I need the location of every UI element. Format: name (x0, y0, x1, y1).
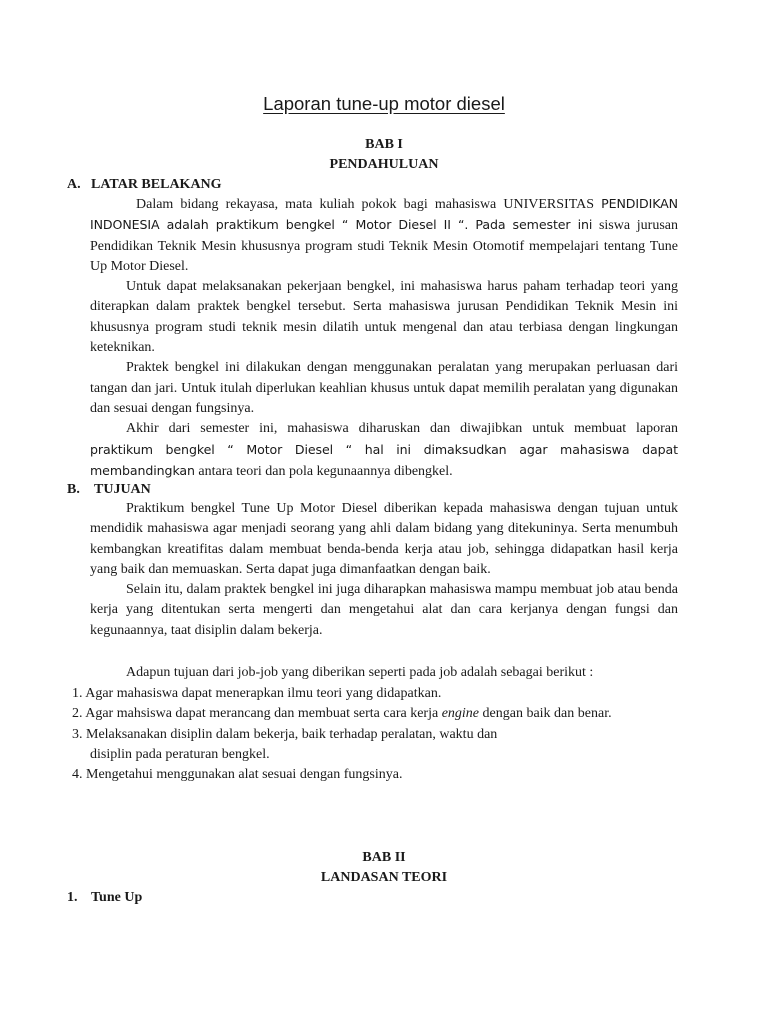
section-a-title: LATAR BELAKANG (91, 177, 222, 192)
goal-item-1: 1. Agar mahasiswa dapat menerapkan ilmu teori yang didapatkan. (72, 686, 442, 701)
goal-item-2 (72, 704, 682, 724)
paragraph-a1-part2: PENDIDIKAN INDONESIA adalah praktikum bengkel “ Motor Diesel II “. Pada semester ini (90, 196, 678, 233)
goal-item-2-text: 2. Agar mahsiswa dapat merancang dan membuat serta cara kerja (72, 706, 442, 722)
paragraph-b1: Praktikum bengkel Tune Up Motor Diesel diberikan kepada mahasiswa dengan tujuan untuk mendidik mahasiswa agar menjadi seorang yang ahli dalam bidang yang ditekuninya. Serta menumbuh kembangkan kreatifitas dalam membuat benda-benda kerja atau job, sehingga didapatkan hasil kerja yang baik dan memuaskan. Serta dapat juga dimanfaatkan dengan baik. (90, 501, 678, 577)
paragraph-a4-part1: Akhir dari semester ini, mahasiswa diharuskan dan diwajibkan untuk membuat laporan (126, 421, 678, 437)
chapter-2-title: LANDASAN TEORI (320, 870, 448, 885)
goal-item-2-emphasis: engine (441, 706, 480, 722)
goals-intro: Adapun tujuan dari job-job yang diberikan seperti pada job adalah sebagai berikut : (126, 665, 594, 680)
section-a-body (90, 194, 678, 482)
goal-item-2-text-end: dengan baik dan benar. (479, 706, 612, 722)
paragraph-a3: Praktek bengkel ini dilakukan dengan menggunakan peralatan yang merupakan perluasan dari tangan dan jari. Untuk itulah diperlukan keahlian khusus untuk dapat memilih peralatan yang digunakan dan sesuai dengan fungsinya. (90, 360, 678, 416)
chapter-2-label: BAB II (362, 850, 406, 865)
paragraph-a4-part2: praktikum bengkel “ Motor Diesel “ hal ini dimaksudkan agar mahasiswa dapat membandingkan (90, 441, 678, 478)
paragraph-b2: Selain itu, dalam praktek bengkel ini juga diharapkan mahasiswa mampu membuat job atau benda kerja yang ditentukan serta mengerti dan mengetahui alat dan cara kerjanya dengan fungsi dan kegunaannya, taat disiplin dalam bekerja. (90, 582, 678, 638)
goal-item-3: 3. Melaksanakan disiplin dalam bekerja, baik terhadap peralatan, waktu dan (72, 726, 498, 742)
goal-item-3-continued: disiplin pada peraturan bengkel. (90, 746, 270, 762)
paragraph-a4-part3: antara teori dan pola kegunaannya dibengkel. (194, 463, 453, 479)
paragraph-a1 (90, 194, 678, 277)
section-a-heading (67, 177, 222, 193)
paragraph-a4 (90, 419, 678, 482)
paragraph-a1-part3: siswa jurusan Pendidikan Teknik Mesin khususnya program studi Teknik Mesin Otomotif mempelajari tentang Tune Up Motor Diesel. (90, 218, 678, 274)
paragraph-a1-part1: Dalam bidang rekayasa, mata kuliah pokok bagi mahasiswa UNIVERSITAS (136, 197, 602, 212)
section-a-number: A. (67, 177, 81, 192)
chapter-1-title: PENDAHULUAN (329, 157, 439, 172)
section-1-heading (67, 890, 142, 906)
chapter-1-label: BAB I (365, 137, 403, 152)
section-1-title: Tune Up (91, 890, 143, 905)
paragraph-a2: Untuk dapat melaksanakan pekerjaan bengkel, ini mahasiswa harus paham terhadap teori yang diterapkan dalam praktek bengkel tersebut. Serta mahasiswa jurusan Pendidikan Teknik Mesin ini khususnya program studi teknik mesin dilatih untuk mengenal dan atau terbiasa dengan lingkungan keteknikan. (90, 279, 678, 356)
goal-item-4: 4. Mengetahui menggunakan alat sesuai dengan fungsinya. (72, 767, 403, 783)
section-1-number: 1. (67, 890, 78, 905)
goals-list (72, 684, 682, 785)
section-b-title: TUJUAN (94, 482, 151, 497)
section-b-heading (67, 482, 151, 498)
section-b-body (90, 499, 678, 641)
document-title: Laporan tune-up motor diesel (263, 93, 505, 114)
section-b-number: B. (67, 482, 80, 497)
